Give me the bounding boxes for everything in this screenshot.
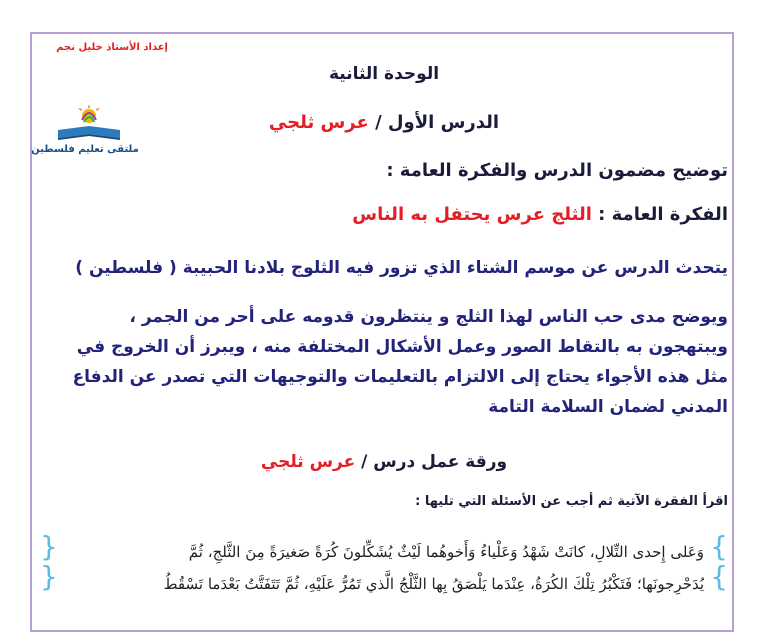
lesson-name: عرس ثلجي (268, 112, 369, 133)
paragraph-line: ويبتهجون به بالتقاط الصور وعمل الأشكال المختلفة منه ، ويبرز أن الخروج في (76, 337, 728, 357)
worksheet-name: عرس ثلجي (260, 452, 356, 472)
author-credit: إعداد الأستاذ خليل نجم (56, 42, 168, 53)
passage-text (64, 536, 704, 600)
worksheet-prefix: ورقة عمل درس / (361, 452, 508, 472)
worksheet-instruction: اقرأ الفقرة الآتية ثم أجب عن الأسئلة التي تليها : (415, 494, 728, 509)
idea-label: الفكرة العامة : (598, 204, 728, 225)
passage-line: وَعَلى إِحدى التِّلالِ، كانَتْ شَهْدُ وَعَلْياءُ وَأَخوهُما لَيْثٌ يُشَكِّلونَ كُرَةً صَغيرَةً مِنَ الثَّلجِ، ثُمَّ (188, 543, 704, 561)
unit-title: الوحدة الثانية (328, 64, 440, 84)
idea-text: الثلج عرس يحتفل به الناس (352, 204, 592, 225)
lesson-title (40, 112, 728, 133)
paragraph-line: ويوضح مدى حب الناس لهذا الثلج و ينتظرون قدومه على أحر من الجمر ، (129, 307, 728, 327)
worksheet-title (40, 452, 728, 472)
logo-caption: ملتقى تعليم فلسطين (31, 144, 139, 155)
brace-left-icon: } } (40, 530, 58, 593)
brace-right-icon: { { (710, 530, 728, 593)
lesson-paragraph (40, 302, 728, 422)
lesson-prefix: الدرس الأول / (375, 112, 500, 133)
general-idea (40, 204, 728, 225)
paragraph-line: مثل هذه الأجواء يحتاج إلى الالتزام بالتعليمات والتوجيهات التي تصدر عن الدفاع (72, 367, 728, 387)
paragraph-line: المدني لضمان السلامة التامة (488, 397, 728, 417)
passage-line: يُدَحْرِجونَها؛ فَتَكْبُرُ تِلْكَ الكُرَةُ، عِنْدَما يَلْصَقُ بِها الثَّلْجُ الَّذي تَمُرُّ عَلَيْهِ، ثُمَّ تَتَفَتَّتُ بَعْدَما تَسْقُطُ (163, 575, 704, 593)
section-heading: توضيح مضمون الدرس والفكرة العامة : (386, 160, 728, 181)
passage-box (40, 526, 728, 626)
lesson-summary: يتحدث الدرس عن موسم الشتاء الذي تزور فيه الثلوج بلادنا الحبيبة ( فلسطين ) (75, 258, 728, 278)
